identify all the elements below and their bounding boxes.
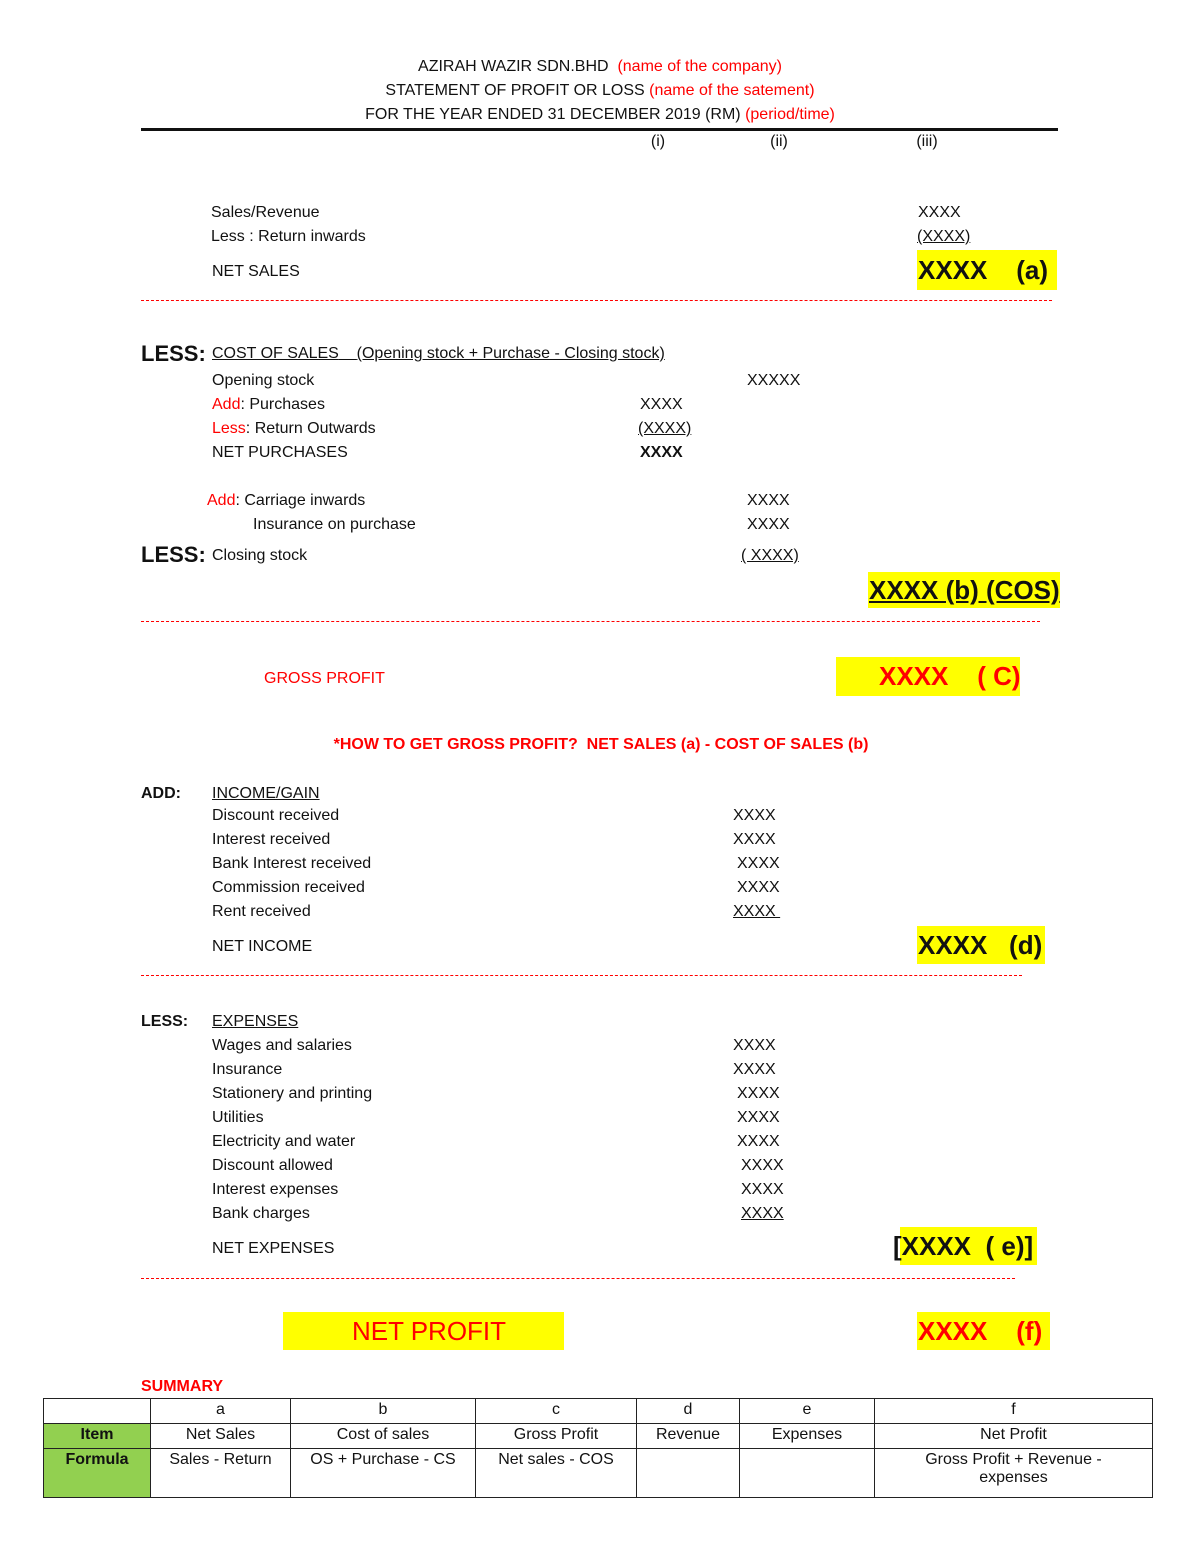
expense-item-value: XXXX	[741, 1205, 784, 1222]
income-item-value: XXXX	[737, 879, 780, 896]
company-name: AZIRAH WAZIR SDN.BHD	[418, 58, 609, 75]
cos-title: COST OF SALES	[212, 345, 339, 362]
expense-item-value: XXXX	[741, 1157, 784, 1174]
net-expenses-label: NET EXPENSES	[212, 1240, 335, 1257]
column-i: (i)	[650, 133, 666, 150]
expense-item-value: XXXX	[737, 1085, 780, 1102]
table-cell: Net sales - COS	[476, 1449, 637, 1498]
expense-item-label: Insurance	[212, 1061, 283, 1078]
net-profit-label: NET PROFIT	[351, 1316, 507, 1346]
net-purchases-value: XXXX	[640, 444, 683, 461]
table-row-header: Formula	[44, 1449, 151, 1498]
income-item-label: Interest received	[212, 831, 331, 848]
expense-item-value: XXXX	[733, 1037, 776, 1054]
cos-heading	[212, 344, 665, 364]
table-cell	[44, 1399, 151, 1424]
divider	[141, 300, 1052, 301]
less-label: Less	[212, 420, 246, 437]
divider	[141, 621, 1040, 622]
expense-item-label: Discount allowed	[212, 1157, 333, 1174]
table-cell: Net Sales	[151, 1424, 291, 1449]
net-profit-value: XXXX (f)	[918, 1316, 1043, 1346]
return-outwards-value: (XXXX)	[638, 420, 692, 437]
period-line	[365, 105, 835, 125]
gross-profit-label: GROSS PROFIT	[264, 670, 385, 687]
table-cell: Gross Profit	[476, 1424, 637, 1449]
table-cell	[637, 1449, 740, 1498]
expense-item-label: Interest expenses	[212, 1181, 339, 1198]
table-cell: d	[637, 1399, 740, 1424]
column-iii: (iii)	[916, 133, 938, 150]
summary-title: SUMMARY	[141, 1378, 224, 1395]
expense-item-value: XXXX	[737, 1109, 780, 1126]
cos-total: XXXX (b) (COS)	[869, 575, 1060, 605]
table-cell	[740, 1449, 875, 1498]
expenses-title: EXPENSES	[212, 1013, 299, 1030]
table-row	[44, 1424, 1153, 1449]
header-rule	[141, 128, 1058, 131]
statement-name: STATEMENT OF PROFIT OR LOSS	[385, 82, 645, 99]
carriage-label: : Carriage inwards	[235, 492, 366, 509]
net-purchases-label: NET PURCHASES	[212, 444, 348, 461]
table-row	[44, 1449, 1153, 1498]
divider	[141, 1278, 1015, 1279]
income-title: INCOME/GAIN	[212, 785, 320, 802]
expense-item-label: Wages and salaries	[212, 1037, 352, 1054]
company-note: (name of the company)	[617, 58, 782, 75]
table-cell: a	[151, 1399, 291, 1424]
period: FOR THE YEAR ENDED 31 DECEMBER 2019 (RM)	[365, 106, 741, 123]
purchases-label: : Purchases	[240, 396, 325, 413]
net-income-value: XXXX (d)	[918, 930, 1043, 960]
table-cell: Expenses	[740, 1424, 875, 1449]
purchases-line	[212, 395, 325, 415]
table-cell: Revenue	[637, 1424, 740, 1449]
income-item-value: XXXX	[733, 831, 776, 848]
table-row-header: Item	[44, 1424, 151, 1449]
less-label: LESS:	[141, 542, 206, 567]
table-cell: OS + Purchase - CS	[291, 1449, 476, 1498]
table-cell: f	[875, 1399, 1153, 1424]
income-item-value: XXXX	[737, 855, 780, 872]
carriage-value: XXXX	[747, 492, 790, 509]
net-expenses-value: [XXXX ( e)]	[893, 1231, 1034, 1261]
expense-item-label: Electricity and water	[212, 1133, 356, 1150]
income-item-value: XXXX	[733, 903, 781, 920]
carriage-line	[207, 491, 365, 511]
return-inwards-value: (XXXX)	[917, 228, 971, 245]
net-sales-value: XXXX (a)	[918, 255, 1049, 285]
add-label: ADD:	[141, 785, 181, 802]
cos-formula: (Opening stock + Purchase - Closing stock)	[356, 345, 665, 362]
period-note: (period/time)	[745, 106, 835, 123]
less-label: LESS:	[141, 1013, 189, 1030]
expense-item-label: Bank charges	[212, 1205, 310, 1222]
return-outwards-label: : Return Outwards	[245, 420, 376, 437]
income-item-label: Discount received	[212, 807, 340, 824]
closing-stock-label: Closing stock	[212, 547, 308, 564]
company-line	[418, 57, 782, 77]
table-cell: Sales - Return	[151, 1449, 291, 1498]
income-item-label: Commission received	[212, 879, 365, 896]
insurance-purchase-value: XXXX	[747, 516, 790, 533]
gross-profit-hint: *HOW TO GET GROSS PROFIT? NET SALES (a) - COST OF SALES (b)	[333, 736, 869, 753]
less-label: LESS:	[141, 341, 206, 366]
opening-stock-value: XXXXX	[747, 372, 801, 389]
return-inwards-label: Less : Return inwards	[211, 228, 366, 245]
statement-line	[385, 81, 814, 101]
table-cell: e	[740, 1399, 875, 1424]
summary-table	[43, 1398, 1153, 1498]
sales-value: XXXX	[918, 204, 961, 221]
table-cell: c	[476, 1399, 637, 1424]
add-label: Add	[207, 492, 236, 509]
table-row	[44, 1399, 1153, 1424]
income-item-label: Rent received	[212, 903, 311, 920]
insurance-purchase-label: Insurance on purchase	[253, 516, 416, 533]
table-cell: Gross Profit + Revenue - expenses	[875, 1449, 1153, 1498]
net-sales-label: NET SALES	[212, 263, 300, 280]
table-cell: Cost of sales	[291, 1424, 476, 1449]
sales-label: Sales/Revenue	[211, 204, 320, 221]
income-item-value: XXXX	[733, 807, 776, 824]
income-item-label: Bank Interest received	[212, 855, 372, 872]
net-income-label: NET INCOME	[212, 938, 313, 955]
table-cell: Net Profit	[875, 1424, 1153, 1449]
return-outwards-line	[212, 419, 376, 439]
gross-profit-value: XXXX ( C)	[879, 661, 1021, 691]
expense-item-value: XXXX	[741, 1181, 784, 1198]
statement-note: (name of the satement)	[649, 82, 815, 99]
expense-item-value: XXXX	[737, 1133, 780, 1150]
closing-stock-value: ( XXXX)	[741, 547, 799, 564]
expense-item-value: XXXX	[733, 1061, 776, 1078]
opening-stock-label: Opening stock	[212, 372, 315, 389]
column-ii: (ii)	[770, 133, 788, 150]
purchases-value: XXXX	[640, 396, 683, 413]
divider	[141, 975, 1022, 976]
expense-item-label: Utilities	[212, 1109, 264, 1126]
add-label: Add	[212, 396, 241, 413]
table-cell: b	[291, 1399, 476, 1424]
expense-item-label: Stationery and printing	[212, 1085, 373, 1102]
